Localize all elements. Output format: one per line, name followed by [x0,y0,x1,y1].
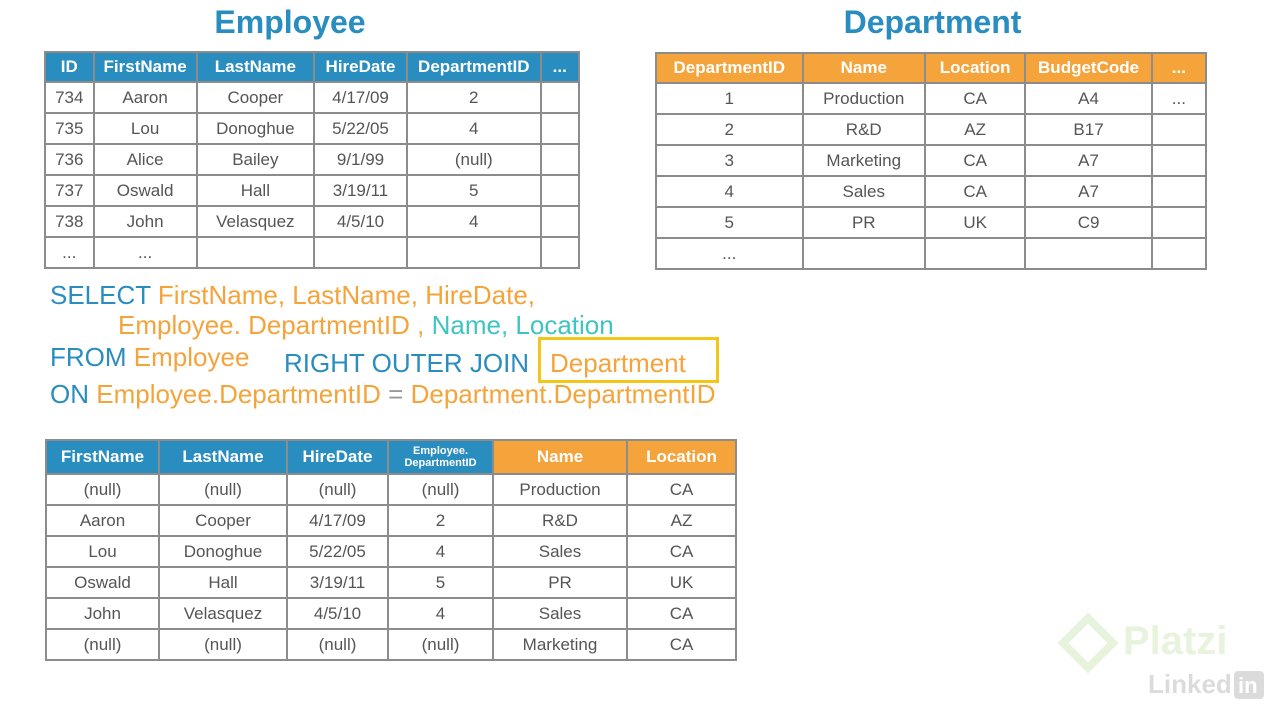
employee-table-cell: 737 [45,175,94,206]
employee-table-cell: Alice [94,144,197,175]
sql-line-columns [118,312,614,338]
employee-table-cell: 3/19/11 [314,175,407,206]
employee-table-cell: 735 [45,113,94,144]
employee-table-cell [541,144,579,175]
result-table-cell: Sales [493,536,627,567]
employee-table-cell: 5 [407,175,541,206]
watermark-brand-linked: Linked [1148,669,1232,699]
result-table-cell: 3/19/11 [287,567,388,598]
result-table-cell: Velasquez [159,598,287,629]
department-table-cell: 5 [656,207,803,238]
result-table-cell: 4/17/09 [287,505,388,536]
department-table-cell: B17 [1025,114,1151,145]
department-table-cell: 4 [656,176,803,207]
result-table-row [46,567,736,598]
result-header-hiredate: HireDate [287,440,388,474]
employee-table-cell: Aaron [94,82,197,113]
employee-table-cell: ... [45,237,94,268]
employee-table-cell: Lou [94,113,197,144]
department-table [655,52,1207,270]
employee-table-row [45,144,579,175]
sql-join-keyword: RIGHT OUTER JOIN [284,348,530,378]
result-table-cell: Aaron [46,505,159,536]
result-table-cell: 4/5/10 [287,598,388,629]
watermark-brand-platzi: Platzi [1123,619,1228,663]
result-header-departmentid-line: DepartmentID [404,457,477,469]
sql-from-table: Employee [133,342,250,372]
employee-table-cell: 734 [45,82,94,113]
department-table-cell: ... [656,238,803,269]
result-header-firstname: FirstName [46,440,159,474]
employee-table-row [45,82,579,113]
department-table-cell: R&D [803,114,925,145]
result-table-cell: Donoghue [159,536,287,567]
employee-table-cell [541,237,579,268]
department-table-row [656,83,1206,114]
employee-table-cell: 4/5/10 [314,206,407,237]
employee-table-cell: 738 [45,206,94,237]
result-table-cell: (null) [388,629,493,660]
employee-header-firstname: FirstName [94,52,197,82]
employee-table-cell: Cooper [197,82,314,113]
employee-header-hiredate: HireDate [314,52,407,82]
result-table-cell: (null) [287,474,388,505]
department-table-cell: Marketing [803,145,925,176]
result-table [45,439,737,661]
department-table-cell [925,238,1025,269]
department-table-cell: A4 [1025,83,1151,114]
department-table-cell: AZ [925,114,1025,145]
result-table-body [46,474,736,660]
employee-table-cell: 4 [407,113,541,144]
platzi-logo-icon [1063,618,1113,668]
employee-table-body [45,82,579,268]
result-table-cell: 2 [388,505,493,536]
result-table-cell: Marketing [493,629,627,660]
sql-on-keyword: ON [50,379,89,409]
employee-table-cell [407,237,541,268]
department-table-cell: CA [925,176,1025,207]
employee-table-cell [197,237,314,268]
result-header-location: Location [627,440,736,474]
sql-join-table [550,350,686,376]
result-table-cell: R&D [493,505,627,536]
employee-table-cell: 9/1/99 [314,144,407,175]
employee-table-cell: John [94,206,197,237]
employee-header-id: ID [45,52,94,82]
employee-table-row [45,206,579,237]
department-table-row [656,176,1206,207]
employee-table-row [45,175,579,206]
watermark-logo [1058,598,1268,708]
result-table-cell: Lou [46,536,159,567]
result-table-row [46,598,736,629]
department-header-more: ... [1152,53,1206,83]
employee-table-row [45,113,579,144]
result-table-cell: CA [627,629,736,660]
department-table-cell: 2 [656,114,803,145]
department-table-cell: 3 [656,145,803,176]
result-table-cell: Sales [493,598,627,629]
result-header-employee-departmentid [388,440,493,474]
department-table-cell [1152,114,1206,145]
employee-table-cell [541,175,579,206]
employee-table-cell: Donoghue [197,113,314,144]
result-table-row [46,505,736,536]
employee-table-cell: 736 [45,144,94,175]
department-table-row [656,114,1206,145]
employee-table-cell: 4/17/09 [314,82,407,113]
watermark-brand-in: in [1238,673,1258,698]
department-table-cell: 1 [656,83,803,114]
result-table-cell: Oswald [46,567,159,598]
result-header-employee-line: Employee. [412,445,469,457]
result-table-cell: Cooper [159,505,287,536]
department-table-cell [803,238,925,269]
employee-table-cell: ... [94,237,197,268]
department-table-cell [1152,207,1206,238]
employee-table-cell [541,206,579,237]
sql-line-from [50,344,249,370]
employee-table [44,51,580,269]
result-table-cell: 5 [388,567,493,598]
sql-select-keyword: SELECT [50,280,151,310]
sql-line-on [50,381,715,407]
sql-on-left: Employee.DepartmentID [96,379,381,409]
department-table-cell: UK [925,207,1025,238]
employee-table-cell: Bailey [197,144,314,175]
department-table-row [656,207,1206,238]
result-table-cell: (null) [388,474,493,505]
result-table-cell: 5/22/05 [287,536,388,567]
result-table-cell: John [46,598,159,629]
department-table-cell: C9 [1025,207,1151,238]
result-table-cell: (null) [46,629,159,660]
result-table-cell: AZ [627,505,736,536]
sql-from-keyword: FROM [50,342,127,372]
employee-table-cell: 4 [407,206,541,237]
result-table-cell: Production [493,474,627,505]
employee-table-cell [541,82,579,113]
department-header-departmentid: DepartmentID [656,53,803,83]
department-table-cell: Production [803,83,925,114]
result-table-cell: CA [627,536,736,567]
department-table-title: Department [843,4,1022,40]
result-table-row [46,536,736,567]
employee-table-row [45,237,579,268]
department-table-cell [1152,238,1206,269]
sql-on-right: Department.DepartmentID [410,379,716,409]
result-table-cell: 4 [388,598,493,629]
result-table-cell: (null) [287,629,388,660]
sql-select-columns-2: Employee. DepartmentID , [118,310,425,340]
department-table-cell: A7 [1025,145,1151,176]
department-table-cell: A7 [1025,176,1151,207]
department-table-cell: ... [1152,83,1206,114]
department-header-row [656,53,1206,83]
department-table-cell [1152,176,1206,207]
employee-table-cell: Velasquez [197,206,314,237]
department-header-location: Location [925,53,1025,83]
result-header-lastname: LastName [159,440,287,474]
employee-header-row [45,52,579,82]
employee-table-cell [314,237,407,268]
sql-on-equals: = [388,379,404,409]
result-table-row [46,474,736,505]
department-table-cell [1025,238,1151,269]
result-table-cell: (null) [159,629,287,660]
sql-join [284,350,529,376]
employee-header-departmentid: DepartmentID [407,52,541,82]
department-table-cell: CA [925,83,1025,114]
department-header-name: Name [803,53,925,83]
employee-table-title: Employee [214,4,366,40]
result-table-cell: Hall [159,567,287,598]
department-table-cell: PR [803,207,925,238]
result-header-row [46,440,736,474]
department-table-body [656,83,1206,269]
result-table-cell: CA [627,474,736,505]
sql-select-columns: FirstName, LastName, HireDate, [157,280,536,310]
department-table-row [656,238,1206,269]
sql-select-columns-3: Name, Location [431,310,614,340]
result-table-cell: (null) [46,474,159,505]
department-table-cell: CA [925,145,1025,176]
employee-table-cell: 5/22/05 [314,113,407,144]
result-table-cell: 4 [388,536,493,567]
department-table-row [656,145,1206,176]
result-header-name: Name [493,440,627,474]
result-table-cell: CA [627,598,736,629]
employee-table-cell: Hall [197,175,314,206]
employee-table-cell: (null) [407,144,541,175]
employee-table-cell [541,113,579,144]
sql-line-select [50,282,535,308]
employee-header-lastname: LastName [197,52,314,82]
sql-join-table-name: Department [550,348,686,378]
result-table-cell: UK [627,567,736,598]
employee-table-cell: Oswald [94,175,197,206]
result-table-cell: PR [493,567,627,598]
employee-header-more: ... [541,52,579,82]
employee-table-cell: 2 [407,82,541,113]
department-header-budgetcode: BudgetCode [1025,53,1151,83]
result-table-row [46,629,736,660]
department-table-cell [1152,145,1206,176]
department-table-cell: Sales [803,176,925,207]
result-table-cell: (null) [159,474,287,505]
